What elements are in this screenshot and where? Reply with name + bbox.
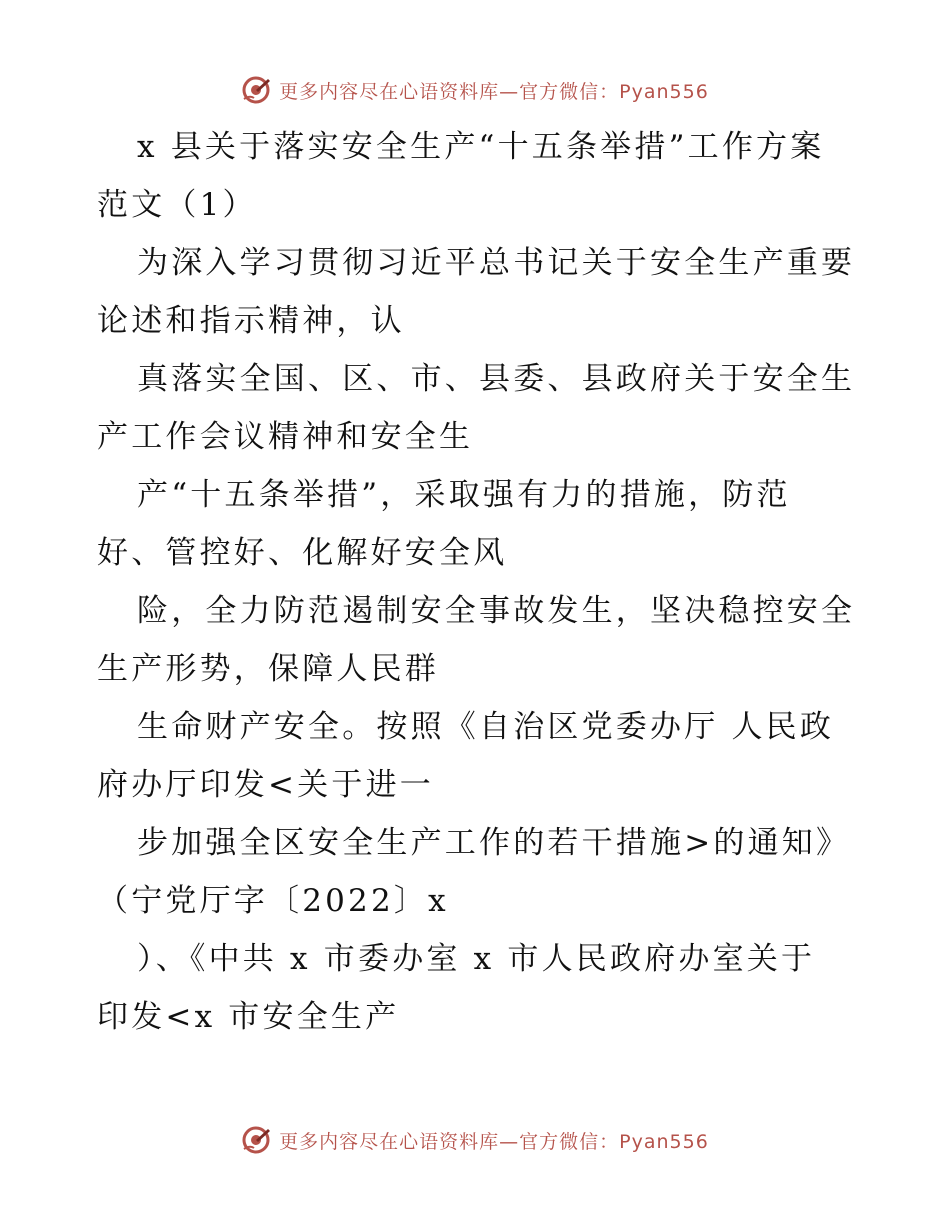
- text-line: 生产形势，保障人民群: [97, 651, 439, 687]
- header-watermark: [0, 70, 950, 110]
- text-line: 生命财产安全。按照《自治区党委办厅 人民政: [137, 709, 835, 745]
- footer-watermark: [0, 1120, 950, 1160]
- text-line: 产工作会议精神和安全生: [97, 419, 474, 455]
- text-line: 范文（1）: [97, 187, 257, 223]
- text-line: 真落实全国、区、市、县委、县政府关于安全生: [137, 361, 856, 397]
- document-body: [97, 118, 857, 1046]
- text-line: 印发<x 市安全生产: [97, 999, 400, 1035]
- text-line: 产“十五条举措”，采取强有力的措施，防范: [137, 477, 791, 513]
- pen-logo-icon: [241, 75, 271, 105]
- watermark-text: 更多内容尽在心语资料库—官方微信：Pyan556: [279, 80, 709, 103]
- text-line: 步加强全区安全生产工作的若干措施>的通知》: [137, 825, 851, 861]
- text-line: 为深入学习贯彻习近平总书记关于安全生产重要: [137, 245, 856, 281]
- watermark-text: 更多内容尽在心语资料库—官方微信：Pyan556: [279, 1130, 709, 1153]
- text-line: （宁党厅字〔2022〕x: [97, 883, 449, 919]
- text-line: 好、管控好、化解好安全风: [97, 535, 508, 571]
- pen-logo-icon: [241, 1125, 271, 1155]
- text-line: 论述和指示精神，认: [97, 303, 405, 339]
- text-line: x 县关于落实安全生产“十五条举措”工作方案: [137, 129, 825, 165]
- text-line: 险，全力防范遏制安全事故发生，坚决稳控安全: [137, 593, 856, 629]
- text-line: ）、《中共 x 市委办室 x 市人民政府办室关于: [137, 941, 816, 977]
- text-line: 府办厅印发<关于进一: [97, 767, 434, 803]
